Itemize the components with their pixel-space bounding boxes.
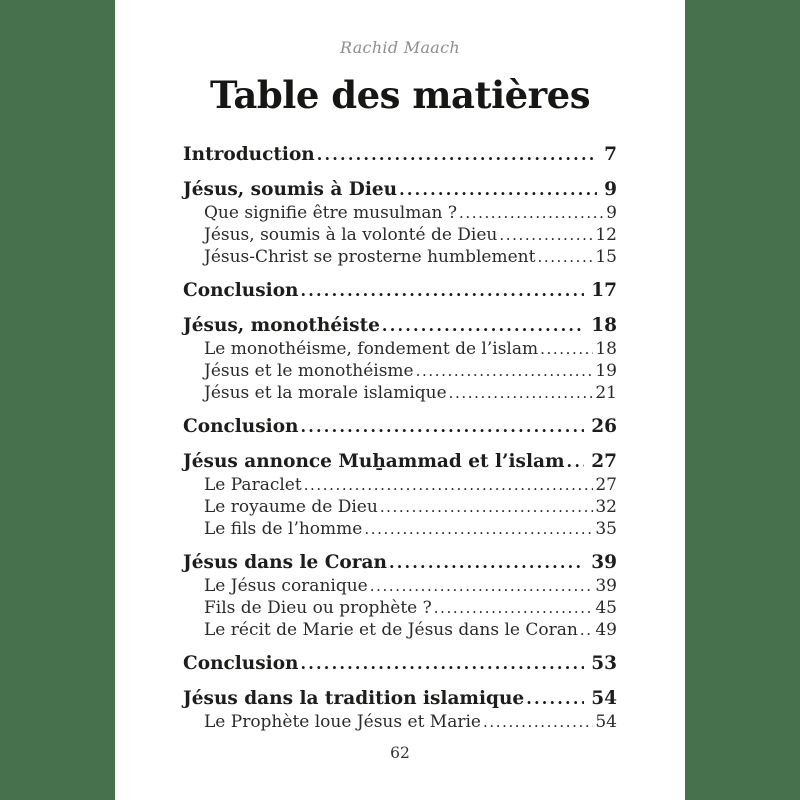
toc-entry: [183, 496, 617, 518]
dot-leader: [540, 338, 593, 360]
toc-entry-page: 54: [595, 712, 617, 732]
toc-entry-label: Jésus annonce Muẖammad et l’islam: [183, 451, 565, 472]
toc-entry-page: 9: [606, 203, 617, 223]
toc-entry-page: 7: [604, 144, 617, 165]
toc-entry-label: Jésus dans le Coran: [183, 552, 387, 573]
toc-entry: [183, 314, 617, 338]
toc-entry-page: 45: [595, 598, 617, 618]
toc-entry-label: Jésus et le monothéisme: [204, 361, 414, 381]
toc-entry-label: Jésus et la morale islamique: [204, 383, 447, 403]
toc-entry-label: Conclusion: [183, 280, 299, 301]
dot-leader: [364, 518, 593, 540]
toc-entry-page: 27: [595, 475, 617, 495]
toc-entry-label: Conclusion: [183, 653, 299, 674]
toc-entry: [183, 202, 617, 224]
toc-entry-page: 18: [591, 315, 617, 336]
toc-entry-label: Jésus, soumis à Dieu: [183, 179, 398, 200]
toc-entry-label: Jésus-Christ se prosterne humblement: [204, 247, 536, 267]
dot-leader: [537, 246, 593, 268]
page-content: [115, 38, 685, 733]
toc-entry-label: Le fils de l’homme: [204, 519, 363, 539]
dot-leader: [580, 619, 594, 641]
toc-entry-page: 53: [591, 653, 617, 674]
toc-entry: [183, 575, 617, 597]
toc-entry-page: 27: [591, 451, 617, 472]
toc-entry-label: Le monothéisme, fondement de l’islam: [204, 339, 539, 359]
toc-entry-page: 21: [595, 383, 617, 403]
toc-entry-label: Le Paraclet: [204, 475, 302, 495]
toc-entry-page: 35: [595, 519, 617, 539]
toc-entry: [183, 382, 617, 404]
toc-entry: [183, 143, 617, 167]
toc-entry-page: 39: [595, 576, 617, 596]
toc-entry: [183, 338, 617, 360]
toc-entry: [183, 450, 617, 474]
dot-leader: [304, 474, 594, 496]
toc-entry: [183, 619, 617, 641]
author-line: Rachid Maach: [340, 38, 460, 57]
toc-entry-label: Que signifie être musulman ?: [204, 203, 457, 223]
toc-entry-label: Introduction: [183, 144, 315, 165]
toc-entry-page: 17: [591, 280, 617, 301]
toc-entry: [183, 687, 617, 711]
dot-leader: [389, 551, 584, 575]
toc-entry-page: 49: [595, 620, 617, 640]
dot-leader: [301, 279, 585, 303]
toc-entry: [183, 474, 617, 496]
toc-entry-label: Fils de Dieu ou prophète ?: [204, 598, 432, 618]
book-page: [115, 0, 685, 800]
toc-entry: [183, 246, 617, 268]
toc-entry-label: Le Jésus coranique: [204, 576, 368, 596]
toc-entry-page: 9: [604, 179, 617, 200]
dot-leader: [567, 450, 585, 474]
toc-entry: [183, 415, 617, 439]
toc-entry: [183, 652, 617, 676]
dot-leader: [301, 415, 585, 439]
toc-entry-label: Jésus, soumis à la volonté de Dieu: [204, 225, 498, 245]
dot-leader: [382, 314, 584, 338]
toc-entry-page: 54: [591, 688, 617, 709]
dot-leader: [499, 224, 593, 246]
dot-leader: [399, 178, 597, 202]
toc-entry-page: 18: [595, 339, 617, 359]
dot-leader: [483, 711, 593, 733]
toc-entry: [183, 711, 617, 733]
toc-entry-label: Le royaume de Dieu: [204, 497, 378, 517]
toc-entry-page: 19: [595, 361, 617, 381]
toc-entry-label: Le récit de Marie et de Jésus dans le Coran: [204, 620, 578, 640]
dot-leader: [301, 652, 585, 676]
toc-entry-page: 32: [595, 497, 617, 517]
toc-entry-label: Le Prophète loue Jésus et Marie: [204, 712, 481, 732]
footer-page-number: 62: [390, 744, 410, 762]
dot-leader: [449, 382, 594, 404]
toc-entry-page: 12: [595, 225, 617, 245]
toc-entry: [183, 551, 617, 575]
toc-entry: [183, 360, 617, 382]
dot-leader: [370, 575, 594, 597]
toc-entry: [183, 279, 617, 303]
dot-leader: [317, 143, 597, 167]
toc-entry-page: 15: [595, 247, 617, 267]
page-title: Table des matières: [209, 73, 591, 117]
table-of-contents: [183, 143, 617, 733]
toc-entry: [183, 224, 617, 246]
dot-leader: [380, 496, 594, 518]
dot-leader: [416, 360, 594, 382]
dot-leader: [526, 687, 584, 711]
toc-entry-page: 39: [591, 552, 617, 573]
toc-entry: [183, 597, 617, 619]
toc-entry-label: Conclusion: [183, 416, 299, 437]
toc-entry: [183, 518, 617, 540]
dot-leader: [459, 202, 604, 224]
toc-entry-page: 26: [591, 416, 617, 437]
toc-entry: [183, 178, 617, 202]
toc-entry-label: Jésus, monothéiste: [183, 315, 380, 336]
toc-entry-label: Jésus dans la tradition islamique: [183, 688, 525, 709]
dot-leader: [434, 597, 594, 619]
